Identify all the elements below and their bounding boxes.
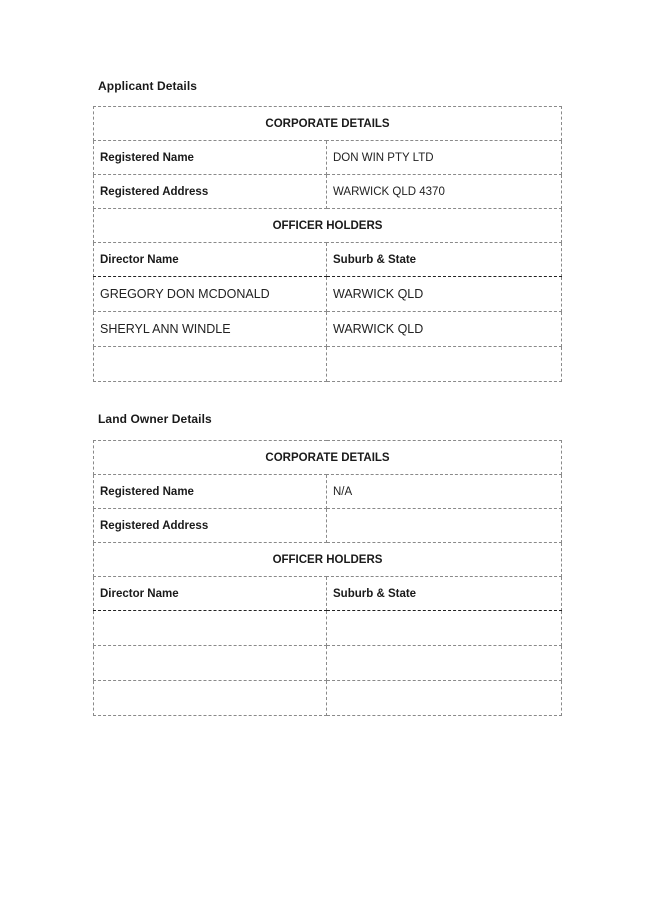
director-name-cell[interactable] [94, 681, 327, 716]
suburb-state-cell[interactable]: WARWICK QLD [327, 277, 562, 312]
suburb-state-cell[interactable] [327, 347, 562, 382]
table-row [94, 577, 562, 611]
corporate-details-header: CORPORATE DETAILS [94, 107, 562, 141]
table-row [94, 475, 562, 509]
director-name-cell[interactable] [94, 646, 327, 681]
table-row [94, 175, 562, 209]
registered-address-label: Registered Address [94, 175, 327, 209]
table-row [94, 611, 562, 646]
registered-address-value[interactable]: WARWICK QLD 4370 [327, 175, 562, 209]
director-name-column-header: Director Name [94, 577, 327, 611]
registered-name-label: Registered Name [94, 475, 327, 509]
registered-name-value[interactable]: N/A [327, 475, 562, 509]
table-row [94, 107, 562, 141]
suburb-state-cell[interactable]: WARWICK QLD [327, 312, 562, 347]
table-row [94, 681, 562, 716]
director-name-cell[interactable] [94, 347, 327, 382]
applicant-details-heading: Applicant Details [98, 79, 198, 93]
registered-name-value[interactable]: DON WIN PTY LTD [327, 141, 562, 175]
table-row [94, 312, 562, 347]
suburb-state-cell[interactable] [327, 646, 562, 681]
table-row [94, 209, 562, 243]
table-row [94, 243, 562, 277]
table-row [94, 646, 562, 681]
table-row [94, 141, 562, 175]
officer-holders-header: OFFICER HOLDERS [94, 543, 562, 577]
director-name-column-header: Director Name [94, 243, 327, 277]
table-row [94, 441, 562, 475]
registered-address-label: Registered Address [94, 509, 327, 543]
table-row [94, 347, 562, 382]
corporate-details-header: CORPORATE DETAILS [94, 441, 562, 475]
suburb-state-column-header: Suburb & State [327, 243, 562, 277]
suburb-state-cell[interactable] [327, 681, 562, 716]
director-name-cell[interactable]: SHERYL ANN WINDLE [94, 312, 327, 347]
land-owner-details-table [93, 440, 562, 716]
registered-address-value[interactable] [327, 509, 562, 543]
director-name-cell[interactable]: GREGORY DON MCDONALD [94, 277, 327, 312]
table-row [94, 277, 562, 312]
applicant-details-table [93, 106, 562, 382]
land-owner-details-heading: Land Owner Details [98, 412, 212, 426]
suburb-state-column-header: Suburb & State [327, 577, 562, 611]
suburb-state-cell[interactable] [327, 611, 562, 646]
table-row [94, 509, 562, 543]
director-name-cell[interactable] [94, 611, 327, 646]
registered-name-label: Registered Name [94, 141, 327, 175]
officer-holders-header: OFFICER HOLDERS [94, 209, 562, 243]
table-row [94, 543, 562, 577]
